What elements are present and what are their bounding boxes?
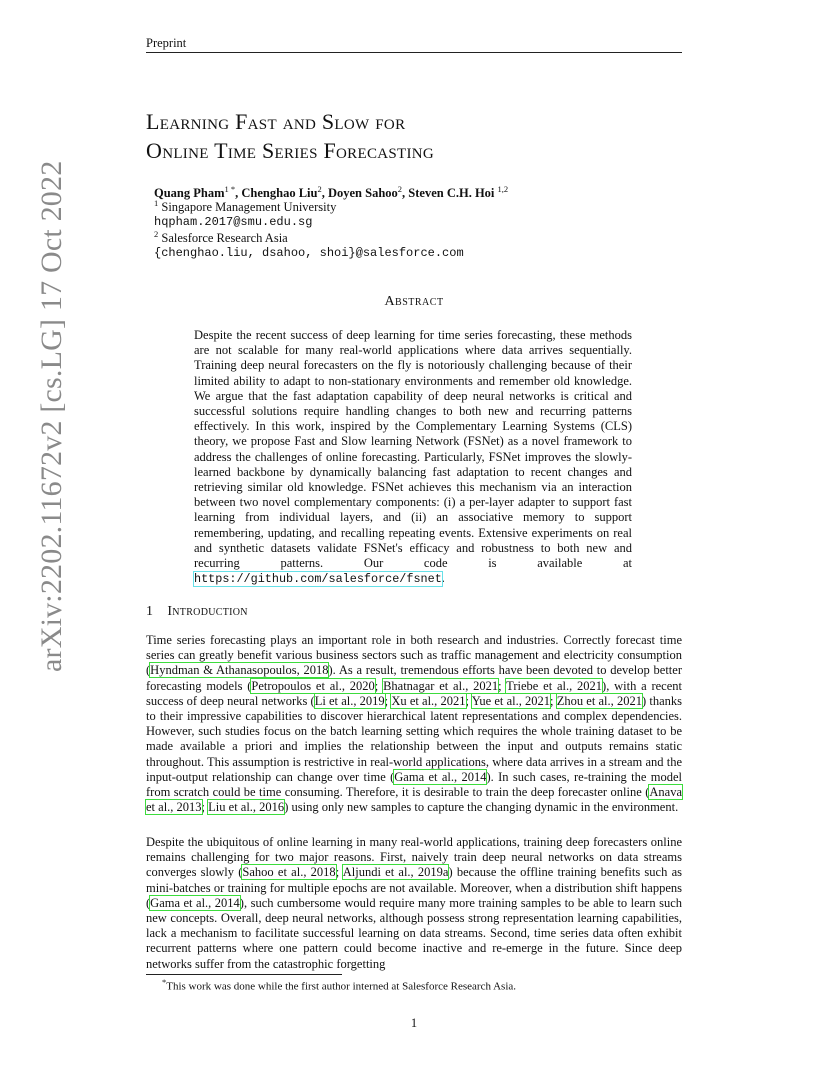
paragraph-text: ; <box>498 678 507 693</box>
affiliation-2-name: Salesforce Research Asia <box>158 231 288 246</box>
affiliation-2-number: 2 <box>154 229 159 239</box>
footnote-text: This work was done while the first author interned at Salesforce Research Asia. <box>166 980 517 993</box>
author-1-marks: 1 * <box>224 184 236 194</box>
footnote-mark: * <box>162 977 167 987</box>
citation-link[interactable]: Anava et al., 2013 <box>146 785 682 815</box>
paragraph-text: ) because the offline training benefits such as mini-batches or training for multiple epochs are not available. Moreover, when a distribution shift happens ( <box>146 865 682 910</box>
title-line-2: Online Time Series Forecasting <box>146 138 435 163</box>
citation-link[interactable]: Hyndman & Athanasopoulos, 2018 <box>150 663 329 678</box>
citation-link[interactable]: Xu et al., 2021 <box>391 693 466 708</box>
citation-link[interactable]: Gama et al., 2014 <box>394 769 487 784</box>
intro-paragraph-2 <box>146 835 682 972</box>
paragraph-text: ; <box>465 693 472 708</box>
paragraph-text: ; <box>201 800 209 815</box>
citation-link[interactable]: Gama et al., 2014 <box>150 895 240 910</box>
paper-title <box>146 107 434 165</box>
affiliation-1 <box>154 198 336 215</box>
citation-link[interactable]: Petropoulos et al., 2020 <box>251 678 375 693</box>
citation-link[interactable]: Bhatnagar et al., 2021 <box>383 678 499 693</box>
title-line-1: Learning Fast and Slow for <box>146 109 406 134</box>
paragraph-text: ), with a recent success of deep neural networks ( <box>146 678 682 708</box>
citation-link[interactable]: Zhou et al., 2021 <box>556 693 642 708</box>
citation-link[interactable]: Triebe et al., 2021 <box>506 678 603 693</box>
author-1: Quang Pham <box>154 186 225 201</box>
author-2: , Chenghao Liu <box>235 186 318 201</box>
abstract-heading: Abstract <box>384 294 444 309</box>
paragraph-text: ; <box>384 693 392 708</box>
author-4-marks: 1,2 <box>497 184 509 194</box>
header-rule <box>146 52 682 53</box>
email-1: hqpham.2017@smu.edu.sg <box>154 215 313 229</box>
paragraph-text: ), such cumbersome would require many more training samples to be able to learn such new concepts. Overall, deep neural networks, although possess strong representation learning capabilities, lack a mechanism to facilitate successful learning on data streams. Second, time series data often exhibit recurrent patterns where one pattern could become inactive and re-emerge in the future. Since deep networks suffer from the catastrophic forgetting <box>146 895 682 971</box>
paragraph-text: ). As a result, tremendous efforts have been devoted to develop better forecasting models ( <box>146 663 682 693</box>
paragraph-text: ) using only new samples to capture the changing dynamic in the environment. <box>284 800 679 815</box>
footnote-rule <box>146 974 342 975</box>
arxiv-stamp: arXiv:2202.11672v2 [cs.LG] 17 Oct 2022 <box>35 160 68 672</box>
citation-link[interactable]: Li et al., 2019 <box>314 693 385 708</box>
footnote <box>162 977 516 993</box>
intro-paragraph-1 <box>146 633 682 815</box>
paragraph-text: Despite the ubiquitous of online learning in many real-world applications, training deep forecasters online remains challenging for two major reasons. First, naively train deep neural networks on data streams converges slowly ( <box>146 835 682 880</box>
email-2: {chenghao.liu, dsahoo, shoi}@salesforce.com <box>154 246 464 260</box>
citation-link[interactable]: Yue et al., 2021 <box>471 693 551 708</box>
paragraph-text: ) thanks to their impressive capabilities to discover hierarchical latent representations and complex dependencies. However, such studies focus on the batch learning setting which requires the whole training dataset to be made available a priori and implies the relationship between the input and outputs remains static throughout. This assumption is restrictive in real-world applications, where data arrives in a stream and the input-output relationship can change over time ( <box>146 693 682 784</box>
author-3: , Doyen Sahoo <box>321 186 398 201</box>
citation-link[interactable]: Sahoo et al., 2018 <box>242 865 336 880</box>
code-link[interactable]: https://github.com/salesforce/fsnet <box>194 572 442 587</box>
affiliation-2 <box>154 229 288 246</box>
running-header: Preprint <box>146 36 187 50</box>
section-title: Introduction <box>167 604 248 619</box>
abstract-body <box>194 328 632 587</box>
paragraph-text: ; <box>550 693 557 708</box>
paragraph-text: ; <box>374 678 384 693</box>
author-4: , Steven C.H. Hoi <box>402 186 498 201</box>
section-heading <box>146 604 248 620</box>
affiliation-1-number: 1 <box>154 198 159 208</box>
paragraph-text: Time series forecasting plays an important role in both research and industries. Correctly forecast time series can greatly benefit various business sectors such as traffic management and electricity consumption ( <box>146 633 682 678</box>
author-2-marks: 2 <box>317 184 322 194</box>
author-3-marks: 2 <box>397 184 403 194</box>
abstract-end: . <box>441 571 445 586</box>
citation-link[interactable]: Liu et al., 2016 <box>208 800 285 815</box>
affiliation-1-name: Singapore Management University <box>158 200 337 215</box>
section-number: 1 <box>146 604 154 619</box>
paragraph-text: ; <box>335 865 343 880</box>
citation-link[interactable]: Aljundi et al., 2019a <box>342 865 449 880</box>
paragraph-text: ). In such cases, re-training the model from scratch could be time consuming. Therefore, it is desirable to train the deep forecaster online ( <box>146 769 682 800</box>
page-number: 1 <box>410 1016 418 1030</box>
abstract-text: Despite the recent success of deep learning for time series forecasting, these methods are not scalable for many real-world applications where data arrives sequentially. Training deep neural forecasters on the fly is notoriously challenging because of their limited ability to adapt to non-stationary environments and remember old knowledge. We argue that the fast adaptation capability of deep neural networks is critical and successful solutions require handling changes to both new and recurring patterns effectively. In this work, inspired by the Complementary Learning Systems (CLS) theory, we propose Fast and Slow learning Network (FSNet) as a novel framework to address the challenges of online forecasting. Particularly, FSNet improves the slowly-learned backbone by dynamically balancing fast adaptation to recent changes and retrieving similar old knowledge. FSNet achieves this mechanism via an interaction between two novel complementary components: (i) a per-layer adapter to support fast learning from individual layers, and (ii) an associative memory to support remembering, updating, and recalling repeating events. Extensive experiments on real and synthetic datasets validate FSNet's efficacy and robustness to both new and recurring patterns. Our code is available at <box>194 328 632 571</box>
